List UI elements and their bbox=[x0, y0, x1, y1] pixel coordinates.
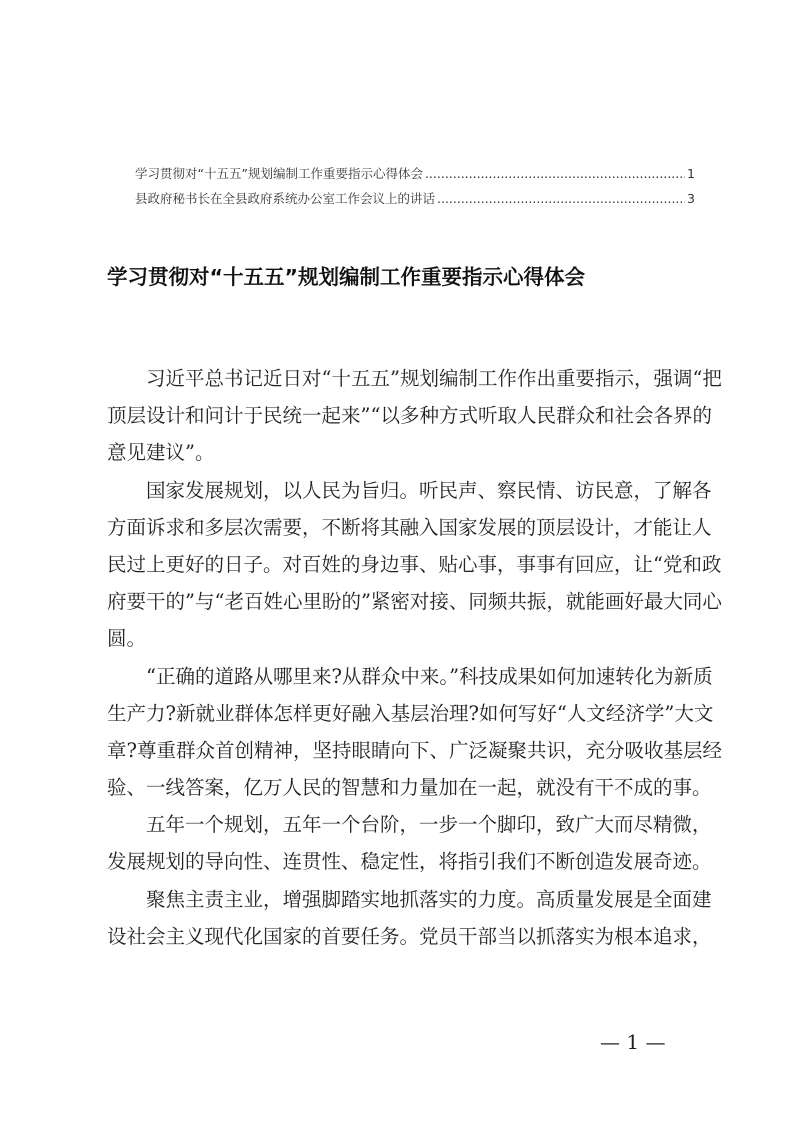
text-line: 民过上更好的日子。对百姓的身边事、贴心事，事事有回应，让“党和政 bbox=[107, 552, 722, 576]
text-line: 国家发展规划，以人民为旨归。听民声、察民情、访民意，了解各 bbox=[146, 478, 712, 502]
article-title: 学习贯彻对“十五五”规划编制工作重要指示心得体会 bbox=[107, 265, 585, 289]
text-line: 府要干的”与“老百姓心里盼的”紧密对接、同频共振，就能画好最大同心 bbox=[107, 590, 722, 614]
text-line: 圆。 bbox=[107, 627, 147, 651]
text-line: 意见建议”。 bbox=[107, 441, 215, 465]
toc-entry-title: 学习贯彻对“十五五”规划编制工作重要指示心得体会 bbox=[135, 166, 423, 181]
text-line: 设社会主义现代化国家的首要任务。党员干部当以抓落实为根本追求， bbox=[107, 924, 712, 948]
text-line: 章?尊重群众首创精神，坚持眼睛向下、广泛凝聚共识，充分吸收基层经 bbox=[107, 738, 722, 762]
toc-entry[interactable] bbox=[135, 189, 695, 207]
article-body bbox=[107, 364, 722, 959]
page-number: — 1 — bbox=[600, 1030, 666, 1054]
toc-entry-page: 1 bbox=[687, 166, 695, 181]
text-line: 方面诉求和多层次需要，不断将其融入国家发展的顶层设计，才能让人 bbox=[107, 515, 712, 539]
toc-entry-page: 3 bbox=[687, 191, 695, 206]
text-line: 习近平总书记近日对“十五五”规划编制工作作出重要指示，强调“把 bbox=[146, 367, 722, 390]
text-line: 验、一线答案，亿万人民的智慧和力量加在一起，就没有干不成的事。 bbox=[107, 776, 712, 800]
text-line: 发展规划的导向性、连贯性、稳定性，将指引我们不断创造发展奇迹。 bbox=[107, 850, 712, 874]
text-line: 五年一个规划，五年一个台阶，一步一个脚印，致广大而尽精微， bbox=[146, 813, 712, 837]
toc-leader-dots bbox=[437, 191, 685, 206]
toc-leader-dots bbox=[425, 166, 685, 181]
toc-entry[interactable] bbox=[135, 164, 695, 182]
text-line: “正确的道路从哪里来?从群众中来。”科技成果如何加速转化为新质 bbox=[146, 664, 713, 688]
toc-entry-title: 县政府秘书长在全县政府系统办公室工作会议上的讲话 bbox=[135, 191, 436, 206]
text-line: 聚焦主责主业，增强脚踏实地抓落实的力度。高质量发展是全面建 bbox=[146, 887, 712, 911]
text-line: 顶层设计和问计于民统一起来”“以多种方式听取人民群众和社会各界的 bbox=[107, 404, 712, 428]
text-line: 生产力?新就业群体怎样更好融入基层治理?如何写好“人文经济学”大文 bbox=[107, 701, 714, 725]
